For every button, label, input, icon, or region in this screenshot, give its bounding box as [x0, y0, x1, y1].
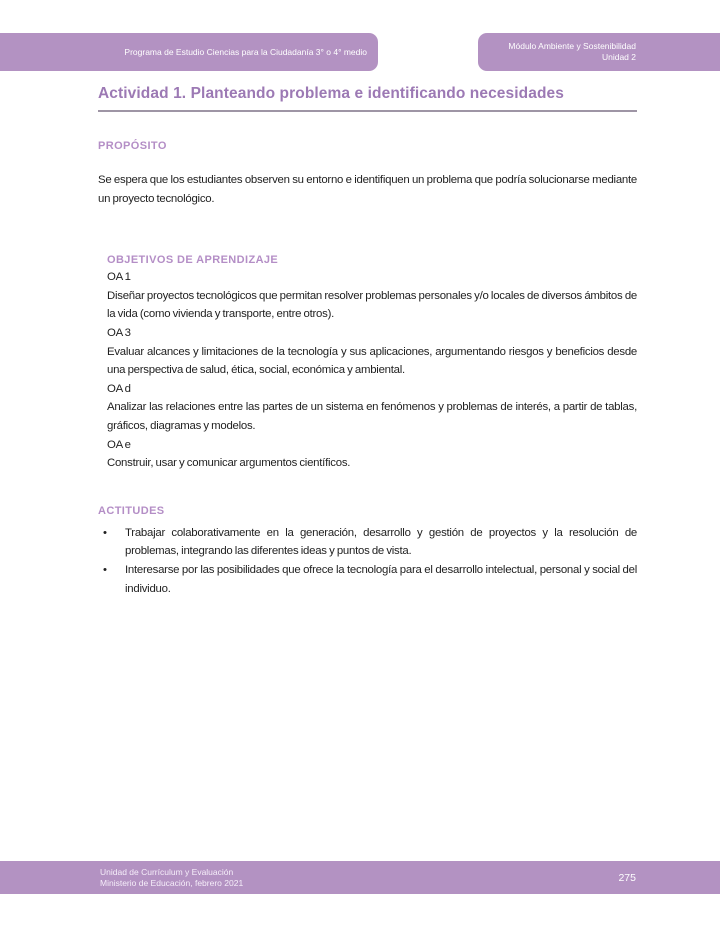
program-badge	[0, 33, 378, 71]
module-badge-lines	[508, 41, 636, 63]
oa-code: OA e	[107, 438, 131, 451]
footer-ministry: Ministerio de Educación, febrero 2021	[100, 877, 244, 888]
page-footer	[0, 861, 720, 894]
section-actitudes	[98, 504, 637, 598]
list-item	[98, 524, 637, 561]
oa-item	[107, 324, 637, 380]
oa-text: Analizar las relaciones entre las partes de un sistema en fenómenos y problemas de interés, a partir de tablas, gráficos, diagramas y modelos.	[107, 401, 637, 432]
oa-code: OA d	[107, 382, 131, 395]
oa-text: Diseñar proyectos tecnológicos que permitan resolver problemas personales y/o locales de diversos ámbitos de la vida (como vivienda y transporte, entre otros).	[107, 289, 637, 321]
footer-unit: Unidad de Currículum y Evaluación	[100, 866, 234, 877]
oa-code: OA 3	[107, 326, 131, 339]
bullet-icon: •	[103, 563, 107, 576]
module-badge	[478, 33, 720, 71]
oa-item	[107, 380, 637, 436]
list-item	[98, 561, 637, 598]
actitudes-heading: ACTITUDES	[98, 504, 165, 517]
actitud-text: Trabajar colaborativamente en la generación, desarrollo y gestión de proyectos y la resolución de problemas, integrando las diferentes ideas y puntos de vista.	[125, 526, 637, 558]
proposito-heading: PROPÓSITO	[98, 140, 167, 152]
section-objetivos	[98, 253, 637, 473]
objetivos-list	[107, 268, 637, 473]
module-badge-unit: Unidad 2	[601, 52, 636, 62]
activity-title: Actividad 1. Planteando problema e identificando necesidades	[98, 85, 564, 102]
actitud-text: Interesarse por las posibilidades que ofrece la tecnología para el desarrollo intelectual, personal y social del individuo.	[125, 563, 637, 595]
footer-info	[100, 867, 243, 889]
bullet-icon: •	[103, 526, 107, 539]
oa-text: Construir, usar y comunicar argumentos científicos.	[107, 457, 351, 470]
content-column	[98, 84, 637, 598]
oa-code: OA 1	[107, 271, 131, 284]
section-proposito	[98, 139, 637, 208]
oa-text: Evaluar alcances y limitaciones de la tecnología y sus aplicaciones, argumentando riesgos y beneficios desde una perspectiva de salud, ética, social, económica y ambiental.	[107, 345, 637, 377]
page-number: 275	[618, 871, 636, 884]
module-badge-title: Módulo Ambiente y Sostenibilidad	[508, 41, 636, 51]
title-divider	[98, 110, 637, 112]
oa-item	[107, 268, 637, 324]
proposito-body: Se espera que los estudiantes observen su entorno e identifiquen un problema que podría solucionarse mediante un proyecto tecnológico.	[98, 174, 637, 205]
objetivos-heading: OBJETIVOS DE APRENDIZAJE	[107, 254, 279, 267]
program-badge-label: Programa de Estudio Ciencias para la Ciudadanía 3° o 4° medio	[124, 46, 367, 57]
actitudes-list	[98, 524, 637, 598]
oa-item	[107, 436, 637, 473]
